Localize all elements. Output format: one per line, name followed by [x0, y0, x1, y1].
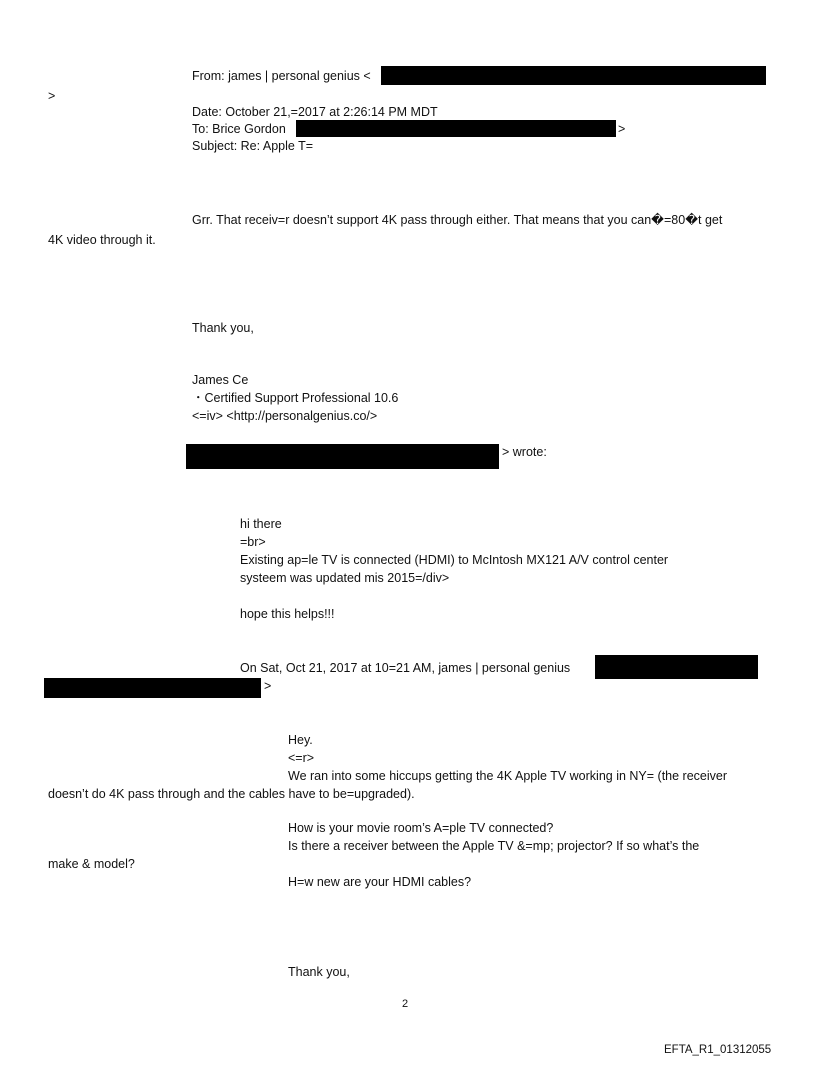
quote2-signoff: Thank you,	[288, 965, 350, 979]
subject-line: Subject: Re: Apple T=	[192, 139, 314, 153]
from-line-continuation: >	[48, 89, 56, 103]
quote2-on-line: On Sat, Oct 21, 2017 at 10=21 AM, james | personal genius	[240, 661, 571, 675]
quote1-closing: hope this helps!!!	[240, 607, 335, 621]
signature-link: <=iv> <http://personalgenius.co/>	[192, 409, 378, 423]
quote1-break-tag: =br>	[240, 535, 266, 549]
quote2-question-2: Is there a receiver between the Apple TV &=mp; projector? If so what’s the	[288, 839, 700, 853]
quote2-question-1: How is your movie room’s A=ple TV connected?	[288, 821, 554, 835]
quote2-body-line-2: doesn’t do 4K pass through and the cables have to be=upgraded).	[48, 787, 415, 801]
quote1-body-line-2: systeem was updated mis 2015=/div>	[240, 571, 450, 585]
redaction-quote2-email-2	[44, 678, 261, 698]
redaction-quote2-email-1	[595, 655, 758, 679]
reply-body-line-1: Grr. That receiv=r doesn’t support 4K pass through either. That means that you can�=80�t get	[192, 213, 723, 227]
to-line: To: Brice Gordon	[192, 122, 286, 136]
quote2-on-line-end: >	[264, 679, 272, 693]
signature-title: ・Certified Support Professional 10.6	[192, 391, 399, 405]
reply-signoff: Thank you,	[192, 321, 254, 335]
from-line: From: james | personal genius <	[192, 69, 371, 83]
signature-name: James Ce	[192, 373, 249, 387]
quote1-body-line-1: Existing ap=le TV is connected (HDMI) to McIntosh MX121 A/V control center	[240, 553, 669, 567]
date-line: Date: October 21,=2017 at 2:26:14 PM MDT	[192, 105, 438, 119]
document-id: EFTA_R1_01312055	[664, 1044, 772, 1056]
quote2-question-2-cont: make & model?	[48, 857, 135, 871]
redaction-from-address	[381, 66, 766, 85]
quote2-greeting: Hey.	[288, 733, 313, 747]
quote1-greeting: hi there	[240, 517, 282, 531]
quote2-body-line-1: We ran into some hiccups getting the 4K Apple TV working in NY= (the receiver	[288, 769, 728, 783]
redaction-quote-sender	[186, 444, 499, 469]
reply-body-line-2: 4K video through it.	[48, 233, 156, 247]
quote2-break-tag: <=r>	[288, 751, 315, 765]
quote2-question-3: H=w new are your HDMI cables?	[288, 875, 472, 889]
page-number: 2	[402, 998, 409, 1010]
redaction-to-address	[296, 120, 616, 137]
quote-wrote-line: > wrote:	[502, 445, 547, 459]
to-line-end: >	[618, 122, 626, 136]
